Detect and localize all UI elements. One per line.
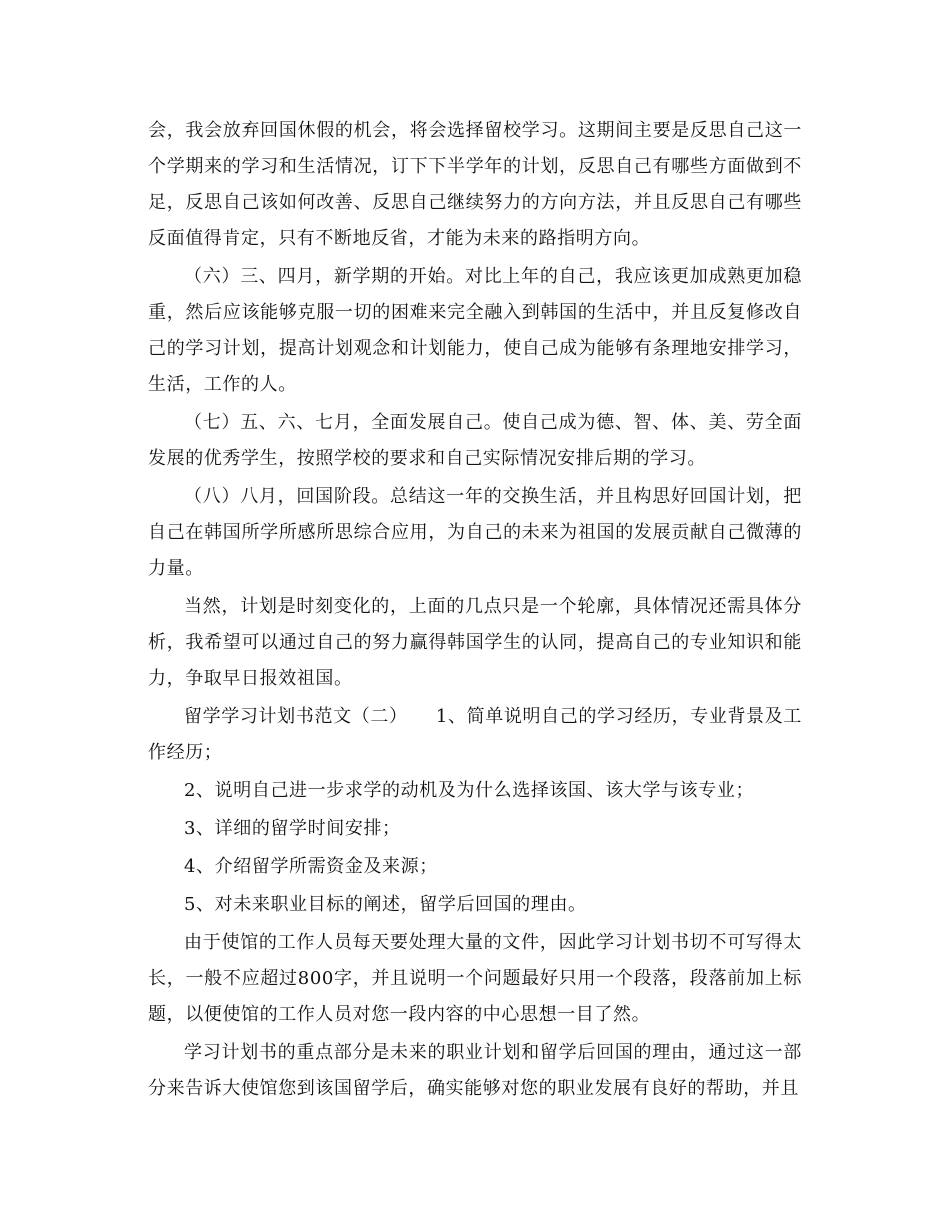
paragraph-key-part: 学习计划书的重点部分是未来的职业计划和留学后回国的理由，通过这一部分来告诉大使馆您到该国留学后，确实能够对您的职业发展有良好的帮助，并且 <box>148 1042 802 1099</box>
list-item-3: 3、详细的留学时间安排； <box>184 818 401 839</box>
document-body <box>148 113 802 1109</box>
paragraph-plan-eight: （八）八月，回国阶段。总结这一年的交换生活，并且构思好回国计划，把自己在韩国所学所感所思综合应用，为自己的未来为祖国的发展贡献自己微薄的力量。 <box>148 486 802 579</box>
list-item-4: 4、介绍留学所需资金及来源； <box>184 856 438 877</box>
paragraph-plan-seven: （七）五、六、七月，全面发展自己。使自己成为德、智、体、美、劳全面发展的优秀学生，按照学校的要求和自己实际情况安排后期的学习。 <box>148 412 802 469</box>
paragraph-length-advice: 由于使馆的工作人员每天要处理大量的文件，因此学习计划书切不可写得太长，一般不应超过800字，并且说明一个问题最好只用一个段落，段落前加上标题，以便使馆的工作人员对您一段内容的中心思想一目了然。 <box>148 932 802 1025</box>
paragraph-continuation: 会，我会放弃回国休假的机会，将会选择留校学习。这期间主要是反思自己这一个学期来的学习和生活情况，订下下半学年的计划，反思自己有哪些方面做到不足，反思自己该如何改善、反思自己继续努力的方向方法，并且反思自己有哪些反面值得肯定，只有不断地反省，才能为未来的路指明方向。 <box>148 120 802 249</box>
list-item-5: 5、对未来职业目标的阐述，留学后回国的理由。 <box>184 894 587 915</box>
paragraph-plan-six: （六）三、四月，新学期的开始。对比上年的自己，我应该更加成熟更加稳重，然后应该能够克服一切的困难来完全融入到韩国的生活中，并且反复修改自己的学习计划，提高计划观念和计划能力，使自己成为能够有条理地安排学习，生活，工作的人。 <box>148 266 802 395</box>
paragraph-sample-two-heading: 留学学习计划书范文（二） 1、简单说明自己的学习经历，专业背景及工作经历； <box>148 706 802 763</box>
list-item-2: 2、说明自己进一步求学的动机及为什么选择该国、该大学与该专业； <box>184 780 755 801</box>
paragraph-conclusion: 当然，计划是时刻变化的，上面的几点只是一个轮廓，具体情况还需具体分析，我希望可以通过自己的努力赢得韩国学生的认同，提高自己的专业知识和能力，争取早日报效祖国。 <box>148 596 802 689</box>
